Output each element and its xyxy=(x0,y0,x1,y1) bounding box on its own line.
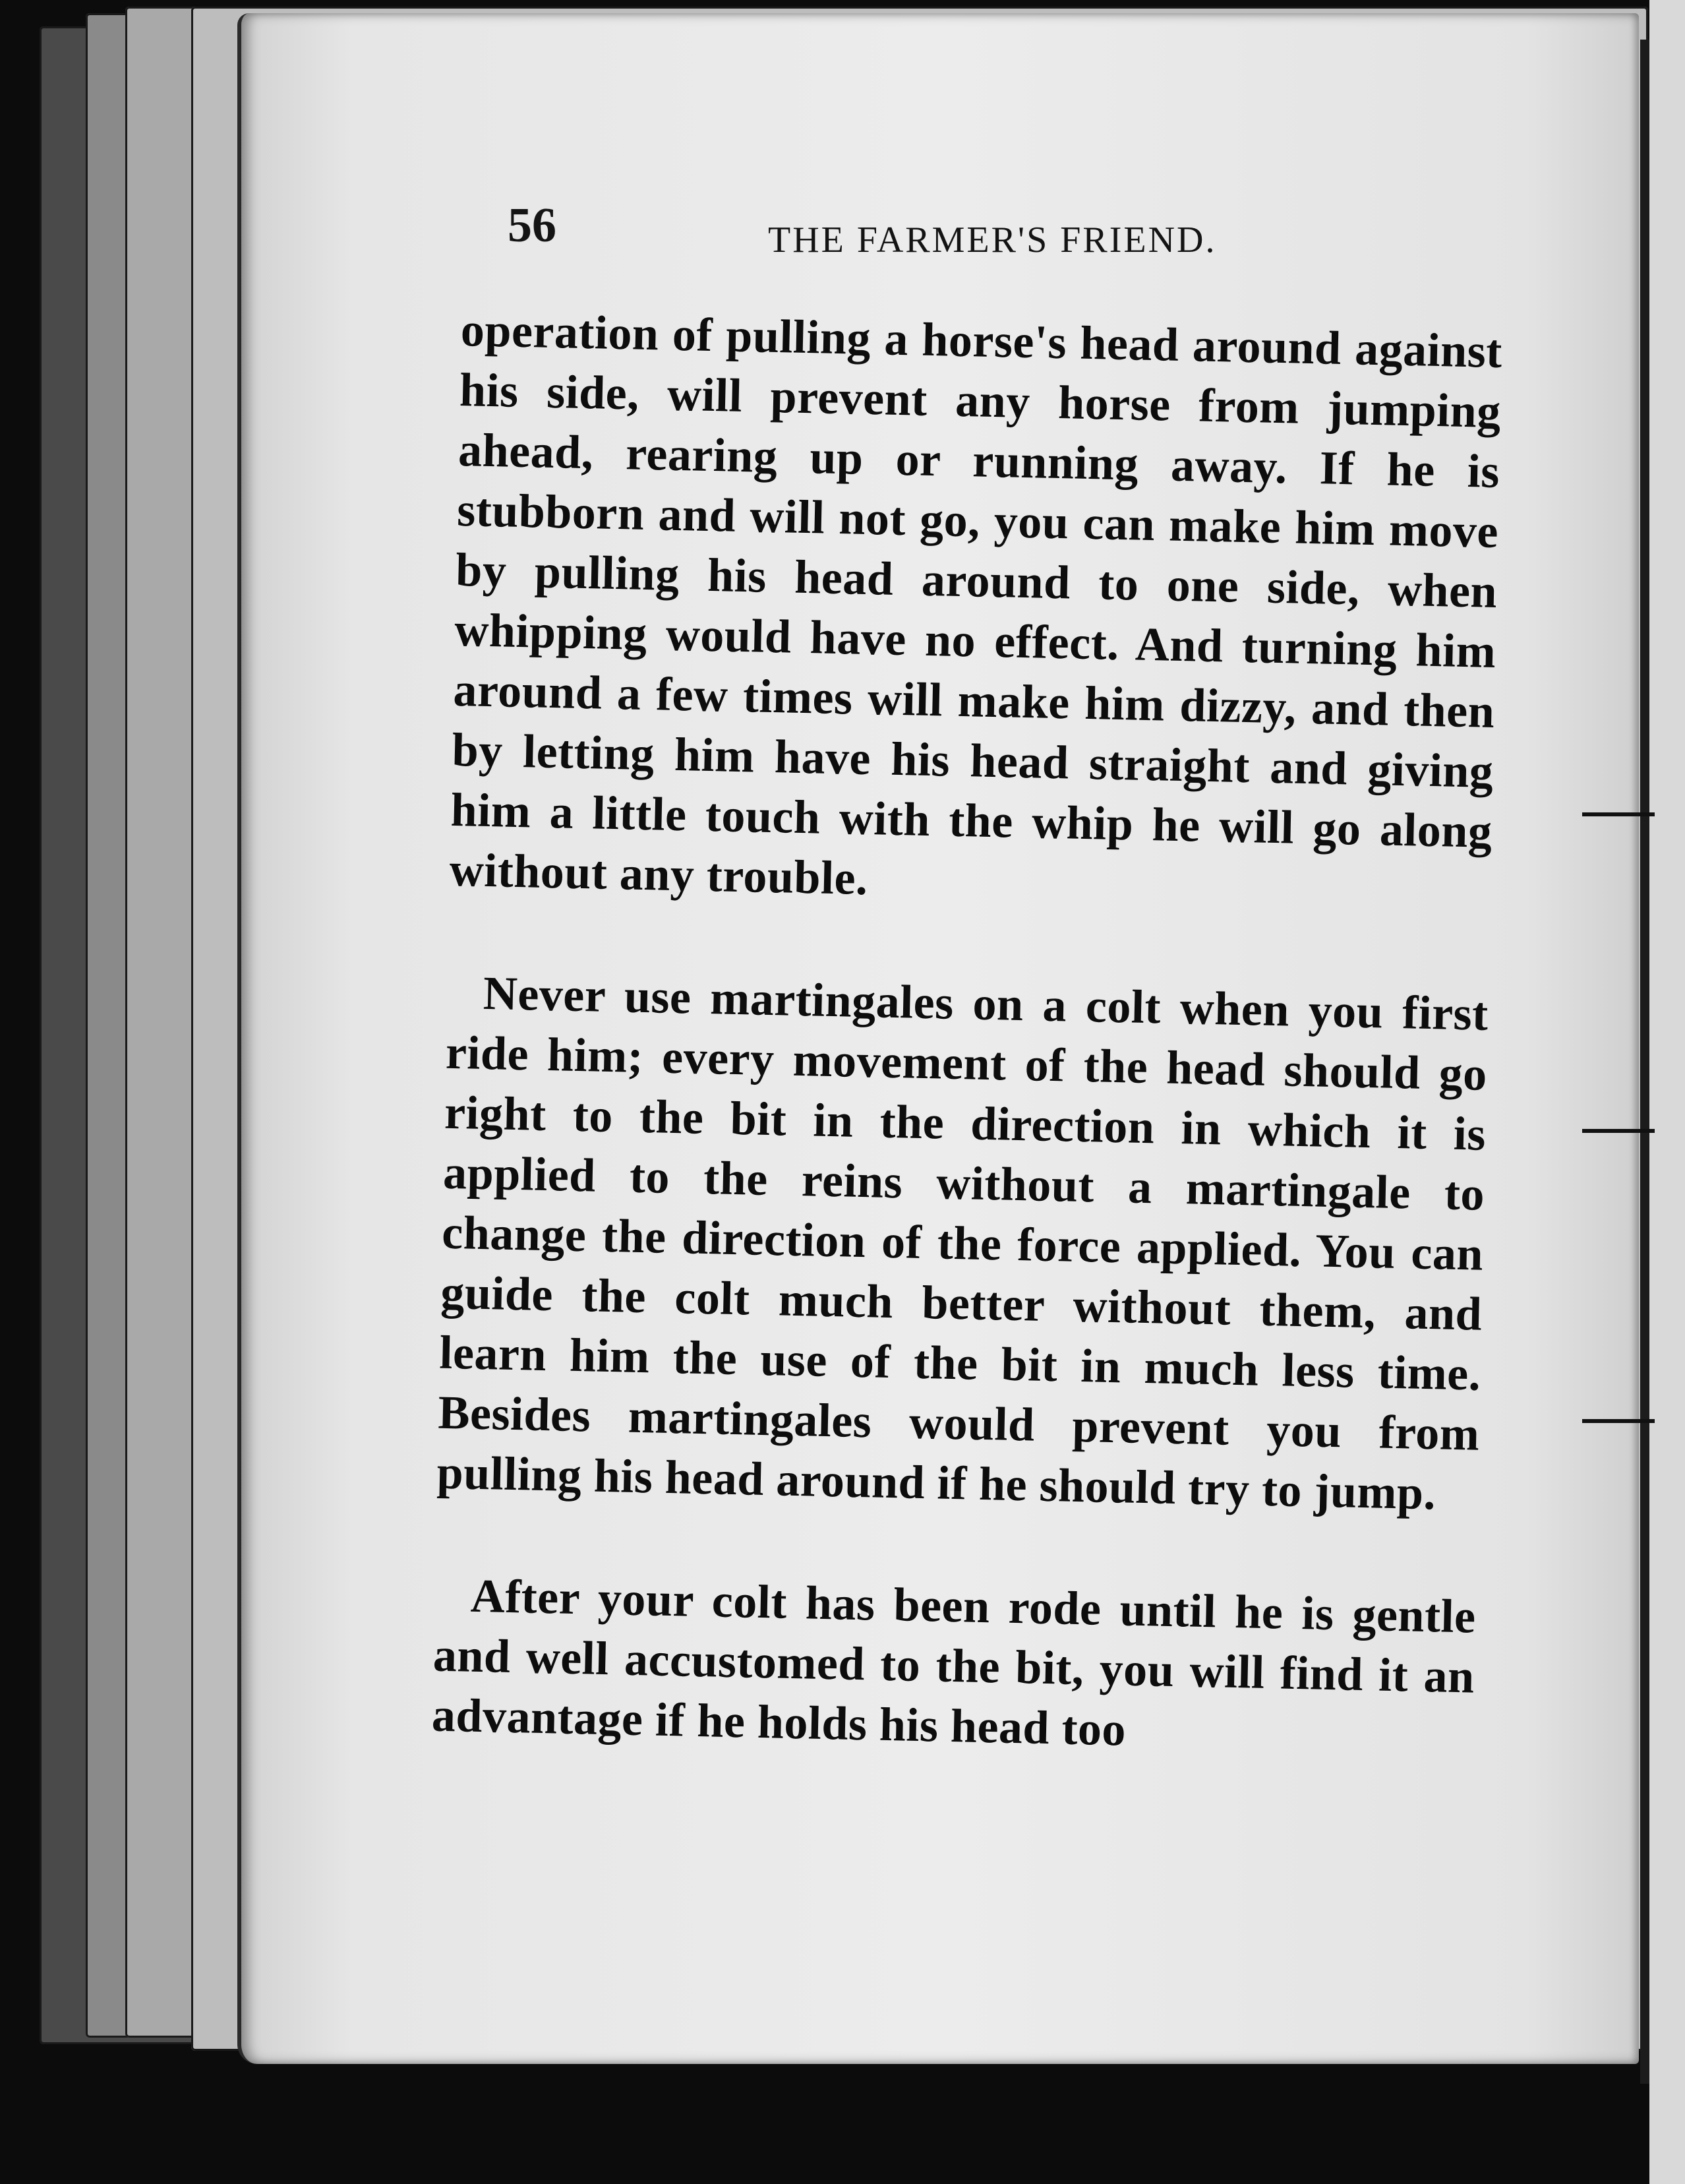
paragraph: After your colt has been rode until he is gentle and well accustomed to the bit, you will find it an advantage if he holds his head too xyxy=(431,1569,1477,1756)
binding-thread-mark xyxy=(1582,1419,1655,1423)
binding-edge xyxy=(1640,40,1649,2084)
page-number: 56 xyxy=(508,198,556,253)
facing-page-strip xyxy=(1649,0,1685,2184)
binding-thread-mark xyxy=(1582,1129,1655,1133)
running-title: THE FARMER'S FRIEND. xyxy=(768,220,1217,260)
binding-thread-mark xyxy=(1582,812,1655,816)
paragraph: Never use martingales on a colt when you first ride him; every movement of the head should go right to the bit in the direction in which it is applied to the reins without a martingale to change the direction of the force applied. You can guide the colt much better without them, and learn him the use of the bit in much less time. Besides martingales would prevent you from pulling his head around if he should try to jump. xyxy=(436,966,1489,1520)
paragraph: operation of pulling a horse's head around against his side, will prevent any horse from jumping ahead, rearing up or running away. If he is stubborn and will not go, you can make him move by pulling his head around to one side, when whipping would have no effect. And turning him around a few times will make him dizzy, and then by letting him have his head straight and giving him a little touch with the whip he will go along without any trouble. xyxy=(449,303,1503,905)
running-head xyxy=(508,198,1576,277)
body-text xyxy=(431,300,1503,1767)
